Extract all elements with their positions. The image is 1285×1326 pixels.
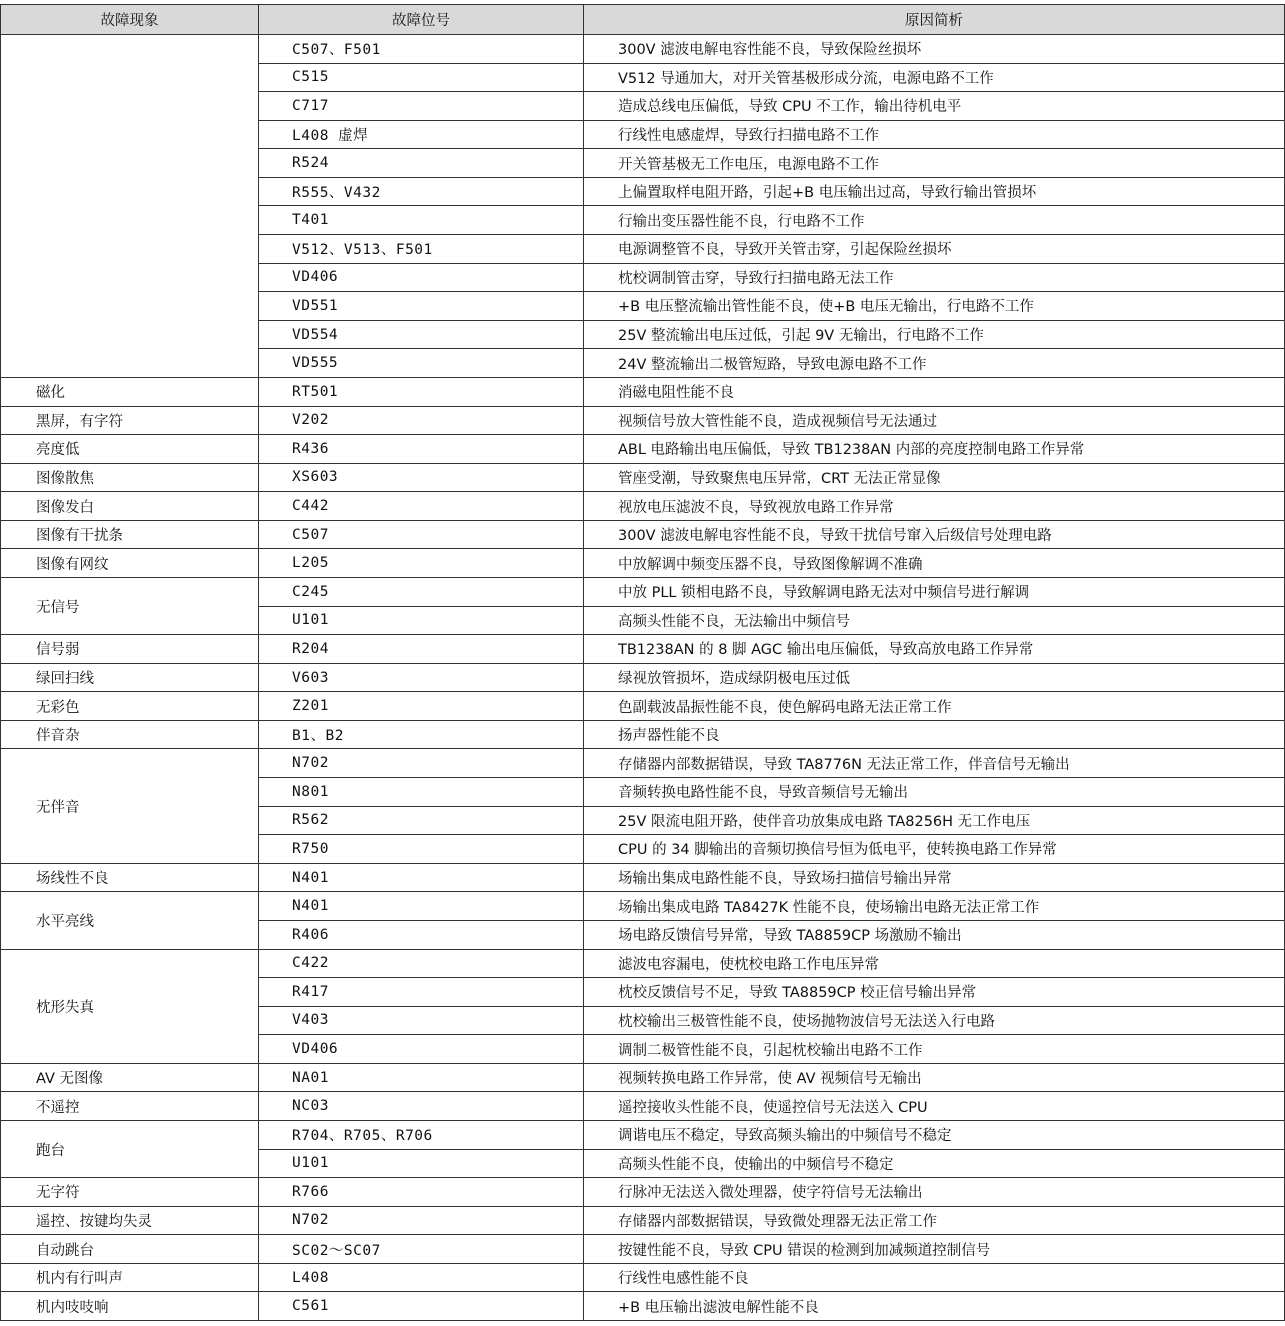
symptom-cell: 图像有网纹: [1, 549, 259, 578]
symptom-cell: 图像发白: [1, 492, 259, 521]
cause-cell: 电源调整管不良，导致开关管击穿，引起保险丝损坏: [584, 235, 1285, 264]
cause-cell: 滤波电容漏电，使枕校电路工作电压异常: [584, 949, 1285, 978]
position-cell: Z201: [259, 692, 584, 721]
cause-cell: 行线性电感性能不良: [584, 1263, 1285, 1292]
position-cell: U101: [259, 606, 584, 635]
position-cell: L408: [259, 1263, 584, 1292]
symptom-cell: 遥控、按键均失灵: [1, 1206, 259, 1235]
symptom-cell: 自动跳台: [1, 1235, 259, 1264]
position-cell: R204: [259, 635, 584, 664]
position-cell: L205: [259, 549, 584, 578]
position-cell: T401: [259, 206, 584, 235]
symptom-cell: 无彩色: [1, 692, 259, 721]
symptom-cell: 无字符: [1, 1178, 259, 1207]
table-row: [1, 1292, 1285, 1321]
position-cell: V512、V513、F501: [259, 235, 584, 264]
position-cell: NC03: [259, 1092, 584, 1121]
position-cell: R750: [259, 835, 584, 864]
position-cell: R766: [259, 1178, 584, 1207]
position-cell: R436: [259, 435, 584, 464]
cause-cell: 视频信号放大管性能不良，造成视频信号无法通过: [584, 406, 1285, 435]
table-row: [1, 377, 1285, 406]
symptom-cell: 绿回扫线: [1, 663, 259, 692]
cause-cell: 扬声器性能不良: [584, 720, 1285, 749]
cause-cell: 场电路反馈信号异常，导致 TA8859CP 场激励不输出: [584, 920, 1285, 949]
table-row: [1, 692, 1285, 721]
table-row: [1, 1178, 1285, 1207]
position-cell: R555、V432: [259, 177, 584, 206]
cause-cell: 存储器内部数据错误，导致 TA8776N 无法正常工作，伴音信号无输出: [584, 749, 1285, 778]
table-row: [1, 1235, 1285, 1264]
table-row: [1, 1206, 1285, 1235]
cause-cell: 遥控接收头性能不良，使遥控信号无法送入 CPU: [584, 1092, 1285, 1121]
position-cell: N702: [259, 1206, 584, 1235]
position-cell: C507: [259, 520, 584, 549]
position-cell: C515: [259, 63, 584, 92]
position-cell: C422: [259, 949, 584, 978]
cause-cell: 枕校反馈信号不足，导致 TA8859CP 校正信号输出异常: [584, 978, 1285, 1007]
cause-cell: +B 电压整流输出管性能不良，使+B 电压无输出，行电路不工作: [584, 292, 1285, 321]
position-cell: NA01: [259, 1063, 584, 1092]
table-row: [1, 520, 1285, 549]
position-cell: C717: [259, 92, 584, 121]
symptom-cell: 机内吱吱响: [1, 1292, 259, 1321]
header-cause: 原因简析: [584, 5, 1285, 35]
cause-cell: 存储器内部数据错误，导致微处理器无法正常工作: [584, 1206, 1285, 1235]
position-cell: R562: [259, 806, 584, 835]
table-row: [1, 577, 1285, 606]
cause-cell: 造成总线电压偏低，导致 CPU 不工作，输出待机电平: [584, 92, 1285, 121]
symptom-cell: 机内有行叫声: [1, 1263, 259, 1292]
table-row: [1, 949, 1285, 978]
cause-cell: 上偏置取样电阻开路，引起+B 电压输出过高，导致行输出管损坏: [584, 177, 1285, 206]
position-cell: N401: [259, 863, 584, 892]
cause-cell: 调谐电压不稳定，导致高频头输出的中频信号不稳定: [584, 1120, 1285, 1149]
position-cell: V202: [259, 406, 584, 435]
table-body: [1, 35, 1285, 1321]
cause-cell: 视频转换电路工作异常，使 AV 视频信号无输出: [584, 1063, 1285, 1092]
cause-cell: 300V 滤波电解电容性能不良，导致保险丝损坏: [584, 35, 1285, 64]
symptom-cell: 图像有干扰条: [1, 520, 259, 549]
cause-cell: 高频头性能不良，使输出的中频信号不稳定: [584, 1149, 1285, 1178]
symptom-cell: [1, 35, 259, 378]
table-row: [1, 1092, 1285, 1121]
symptom-cell: 跑台: [1, 1120, 259, 1177]
table-row: [1, 863, 1285, 892]
position-cell: V403: [259, 1006, 584, 1035]
cause-cell: 色副载波晶振性能不良，使色解码电路无法正常工作: [584, 692, 1285, 721]
table-row: [1, 463, 1285, 492]
header-position: 故障位号: [259, 5, 584, 35]
position-cell: N702: [259, 749, 584, 778]
header-symptom: 故障现象: [1, 5, 259, 35]
cause-cell: V512 导通加大，对开关管基极形成分流，电源电路不工作: [584, 63, 1285, 92]
position-cell: B1、B2: [259, 720, 584, 749]
position-cell: C507、F501: [259, 35, 584, 64]
cause-cell: TB1238AN 的 8 脚 AGC 输出电压偏低，导致高放电路工作异常: [584, 635, 1285, 664]
table-row: [1, 1063, 1285, 1092]
position-cell: N401: [259, 892, 584, 921]
cause-cell: 24V 整流输出二极管短路，导致电源电路不工作: [584, 349, 1285, 378]
cause-cell: 25V 限流电阻开路，使伴音功放集成电路 TA8256H 无工作电压: [584, 806, 1285, 835]
cause-cell: +B 电压输出滤波电解性能不良: [584, 1292, 1285, 1321]
position-cell: C245: [259, 577, 584, 606]
cause-cell: 行脉冲无法送入微处理器，使字符信号无法输出: [584, 1178, 1285, 1207]
symptom-cell: 黑屏，有字符: [1, 406, 259, 435]
symptom-cell: 亮度低: [1, 435, 259, 464]
cause-cell: 调制二极管性能不良，引起枕校输出电路不工作: [584, 1035, 1285, 1064]
table-row: [1, 749, 1285, 778]
table-row: [1, 406, 1285, 435]
cause-cell: 音频转换电路性能不良，导致音频信号无输出: [584, 778, 1285, 807]
table-row: [1, 549, 1285, 578]
header-row: [1, 5, 1285, 35]
position-cell: R524: [259, 149, 584, 178]
cause-cell: 开关管基极无工作电压，电源电路不工作: [584, 149, 1285, 178]
table-row: [1, 35, 1285, 64]
cause-cell: 行输出变压器性能不良，行电路不工作: [584, 206, 1285, 235]
position-cell: L408 虚焊: [259, 120, 584, 149]
position-cell: VD406: [259, 263, 584, 292]
symptom-cell: 信号弱: [1, 635, 259, 664]
symptom-cell: 图像散焦: [1, 463, 259, 492]
symptom-cell: 场线性不良: [1, 863, 259, 892]
cause-cell: 行线性电感虚焊，导致行扫描电路不工作: [584, 120, 1285, 149]
cause-cell: 场输出集成电路 TA8427K 性能不良，使场输出电路无法正常工作: [584, 892, 1285, 921]
position-cell: VD406: [259, 1035, 584, 1064]
cause-cell: 中放 PLL 锁相电路不良，导致解调电路无法对中频信号进行解调: [584, 577, 1285, 606]
cause-cell: 枕校调制管击穿，导致行扫描电路无法工作: [584, 263, 1285, 292]
position-cell: XS603: [259, 463, 584, 492]
table-row: [1, 1120, 1285, 1149]
table-row: [1, 663, 1285, 692]
cause-cell: 管座受潮，导致聚焦电压异常，CRT 无法正常显像: [584, 463, 1285, 492]
position-cell: V603: [259, 663, 584, 692]
table-row: [1, 892, 1285, 921]
position-cell: R704、R705、R706: [259, 1120, 584, 1149]
cause-cell: ABL 电路输出电压偏低，导致 TB1238AN 内部的亮度控制电路工作异常: [584, 435, 1285, 464]
symptom-cell: 不遥控: [1, 1092, 259, 1121]
position-cell: VD555: [259, 349, 584, 378]
symptom-cell: 水平亮线: [1, 892, 259, 949]
symptom-cell: 伴音杂: [1, 720, 259, 749]
position-cell: C442: [259, 492, 584, 521]
cause-cell: CPU 的 34 脚输出的音频切换信号恒为低电平，使转换电路工作异常: [584, 835, 1285, 864]
position-cell: R406: [259, 920, 584, 949]
position-cell: VD551: [259, 292, 584, 321]
position-cell: C561: [259, 1292, 584, 1321]
cause-cell: 视放电压滤波不良，导致视放电路工作异常: [584, 492, 1285, 521]
symptom-cell: AV 无图像: [1, 1063, 259, 1092]
table-row: [1, 720, 1285, 749]
table-row: [1, 635, 1285, 664]
cause-cell: 25V 整流输出电压过低，引起 9V 无输出，行电路不工作: [584, 320, 1285, 349]
symptom-cell: 无信号: [1, 577, 259, 634]
cause-cell: 场输出集成电路性能不良，导致场扫描信号输出异常: [584, 863, 1285, 892]
position-cell: SC02～SC07: [259, 1235, 584, 1264]
cause-cell: 枕校输出三极管性能不良，使场抛物波信号无法送入行电路: [584, 1006, 1285, 1035]
cause-cell: 绿视放管损坏，造成绿阴极电压过低: [584, 663, 1285, 692]
symptom-cell: 无伴音: [1, 749, 259, 863]
cause-cell: 消磁电阻性能不良: [584, 377, 1285, 406]
symptom-cell: 枕形失真: [1, 949, 259, 1063]
table-row: [1, 1263, 1285, 1292]
position-cell: U101: [259, 1149, 584, 1178]
cause-cell: 高频头性能不良，无法输出中频信号: [584, 606, 1285, 635]
cause-cell: 300V 滤波电解电容性能不良，导致干扰信号窜入后级信号处理电路: [584, 520, 1285, 549]
symptom-cell: 磁化: [1, 377, 259, 406]
position-cell: R417: [259, 978, 584, 1007]
fault-table: [0, 4, 1285, 1321]
cause-cell: 中放解调中频变压器不良，导致图像解调不准确: [584, 549, 1285, 578]
position-cell: RT501: [259, 377, 584, 406]
table-row: [1, 435, 1285, 464]
position-cell: VD554: [259, 320, 584, 349]
cause-cell: 按键性能不良，导致 CPU 错误的检测到加减频道控制信号: [584, 1235, 1285, 1264]
position-cell: N801: [259, 778, 584, 807]
table-row: [1, 492, 1285, 521]
